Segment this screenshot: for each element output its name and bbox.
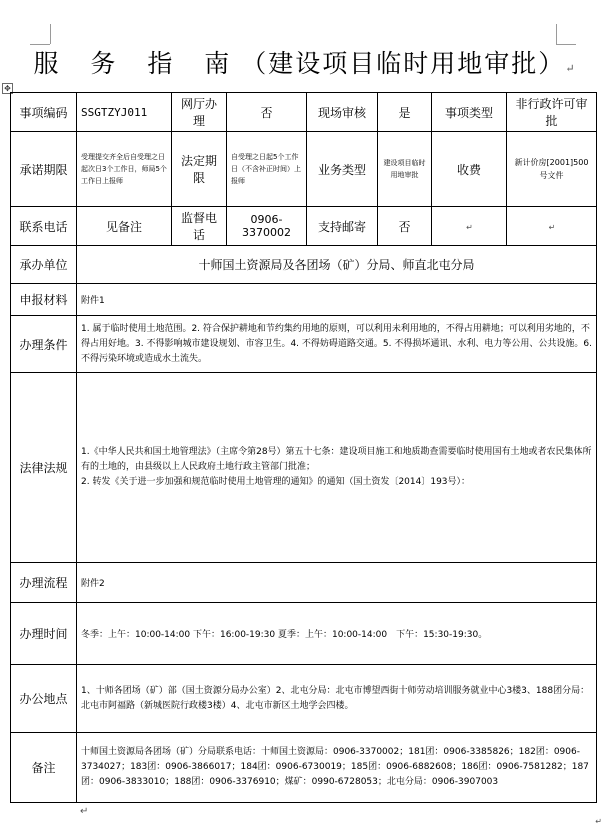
- empty-cell: [432, 207, 507, 246]
- contact-value: 见备注: [77, 207, 172, 246]
- process-value: 附件2: [77, 563, 597, 603]
- service-guide-table: [10, 92, 597, 803]
- table-row: [11, 207, 597, 246]
- online-label: 网厅办理: [172, 93, 227, 132]
- promise-label: 承诺期限: [11, 132, 77, 207]
- paragraph-mark-icon: ↵: [565, 62, 575, 75]
- contact-label: 联系电话: [11, 207, 77, 246]
- supervise-value: 0906-3370002: [227, 207, 307, 246]
- law-item-1: 1.《中华人民共和国土地管理法》（主席令第28号）第五十七条：建设项目施工和地质勘查需要临时使用国有土地或者农民集体所有的土地的，由县级以上人民政府土地行政主管部门批准；: [81, 447, 592, 472]
- crop-mark-top-right-v: [556, 24, 557, 44]
- fee-label: 收费: [432, 132, 507, 207]
- materials-label: 申报材料: [11, 284, 77, 316]
- table-row: [11, 563, 597, 603]
- dept-label: 承办单位: [11, 246, 77, 284]
- conditions-label: 办理条件: [11, 316, 77, 373]
- promise-value: 受理提交齐全后自受理之日起次日3个工作日，师局5个工作日上报师: [77, 132, 172, 207]
- place-label: 办公地点: [11, 665, 77, 733]
- time-value: 冬季：上午：10:00-14:00 下午：16:00-19:30 夏季：上午：10:00-14:00 下午：15:30-19:30。: [77, 603, 597, 665]
- fee-value: 新计价房[2001]500号文件: [507, 132, 597, 207]
- table-row: [11, 316, 597, 373]
- cell-end-mark-icon: ↵: [595, 817, 602, 826]
- supervise-label: 监督电话: [172, 207, 227, 246]
- table-row: [11, 665, 597, 733]
- table-move-handle-icon[interactable]: ✥: [2, 83, 13, 94]
- conditions-value: 1. 属于临时使用土地范围。2. 符合保护耕地和节约集约用地的原则，可以利用未利用地的，不得占用耕地；可以利用劣地的，不得占用好地。3. 不得影响城市建设规划、市容卫生。4. 不得妨碍道路交通。5. 不得损坏通讯、水利、电力等公用、公共设施。6. 不得污染环境或造成水土流失。: [77, 316, 597, 373]
- business-label: 业务类型: [307, 132, 378, 207]
- type-label: 事项类型: [432, 93, 507, 132]
- site-value: 是: [378, 93, 432, 132]
- mail-label: 支持邮寄: [307, 207, 378, 246]
- online-value: 否: [227, 93, 307, 132]
- paragraph-mark-icon: ↵: [466, 223, 473, 232]
- table-row: [11, 93, 597, 132]
- title-sub: （建设项目临时用地审批）: [241, 49, 566, 78]
- type-value: 非行政许可审批: [507, 93, 597, 132]
- table-row: [11, 603, 597, 665]
- table-row: [11, 733, 597, 803]
- materials-value: 附件1: [77, 284, 597, 316]
- legal-label: 法定期限: [172, 132, 227, 207]
- mail-value: 否: [378, 207, 432, 246]
- code-label: 事项编码: [11, 93, 77, 132]
- business-value: 建设项目临时用地审批: [378, 132, 432, 207]
- law-item-2: 2. 转发《关于进一步加强和规范临时使用土地管理的通知》的通知（国土资发〔2014〕193号）：: [81, 477, 471, 487]
- site-label: 现场审核: [307, 93, 378, 132]
- remark-label: 备注: [11, 733, 77, 803]
- legal-value: 自受理之日起5个工作日（不含补正时间）上报师: [227, 132, 307, 207]
- remark-value: 十师国土资源局各团场（矿）分局联系电话：十师国土资源局：0906-3370002；181团：0906-3385826；182团：0906-3734027；183团：0906-3866017；184团：0906-6730019；185团：0906-6882608；186团：0906-7581282；187团：0906-3833010；188团：0906-3376910；煤矿：0990-6728053；北屯分局：0906-3907003: [77, 733, 597, 803]
- table-row: [11, 132, 597, 207]
- empty-cell: [507, 207, 597, 246]
- table-row: [11, 246, 597, 284]
- crop-mark-top-left-v: [50, 24, 51, 44]
- code-value: SSGTZYJ011: [77, 93, 172, 132]
- process-label: 办理流程: [11, 563, 77, 603]
- page-title: [0, 44, 608, 80]
- title-main: 服 务 指 南: [33, 49, 242, 78]
- table-row: [11, 284, 597, 316]
- place-value: 1、十师各团场（矿）部（国土资源分局办公室）2、北屯分局：北屯市博望西街十师劳动培训服务就业中心3楼3、188团分局：北屯市阿福路（新城医院行政楼3楼）4、北屯市新区土地学会四楼。: [77, 665, 597, 733]
- time-label: 办理时间: [11, 603, 77, 665]
- paragraph-mark-icon: ↵: [80, 806, 89, 817]
- law-label: 法律法规: [11, 373, 77, 563]
- paragraph-mark-icon: ↵: [548, 223, 556, 232]
- table-row: [11, 373, 597, 563]
- law-value: [77, 373, 597, 563]
- dept-value: 十师国土资源局及各团场（矿）分局、师直北屯分局: [77, 246, 597, 284]
